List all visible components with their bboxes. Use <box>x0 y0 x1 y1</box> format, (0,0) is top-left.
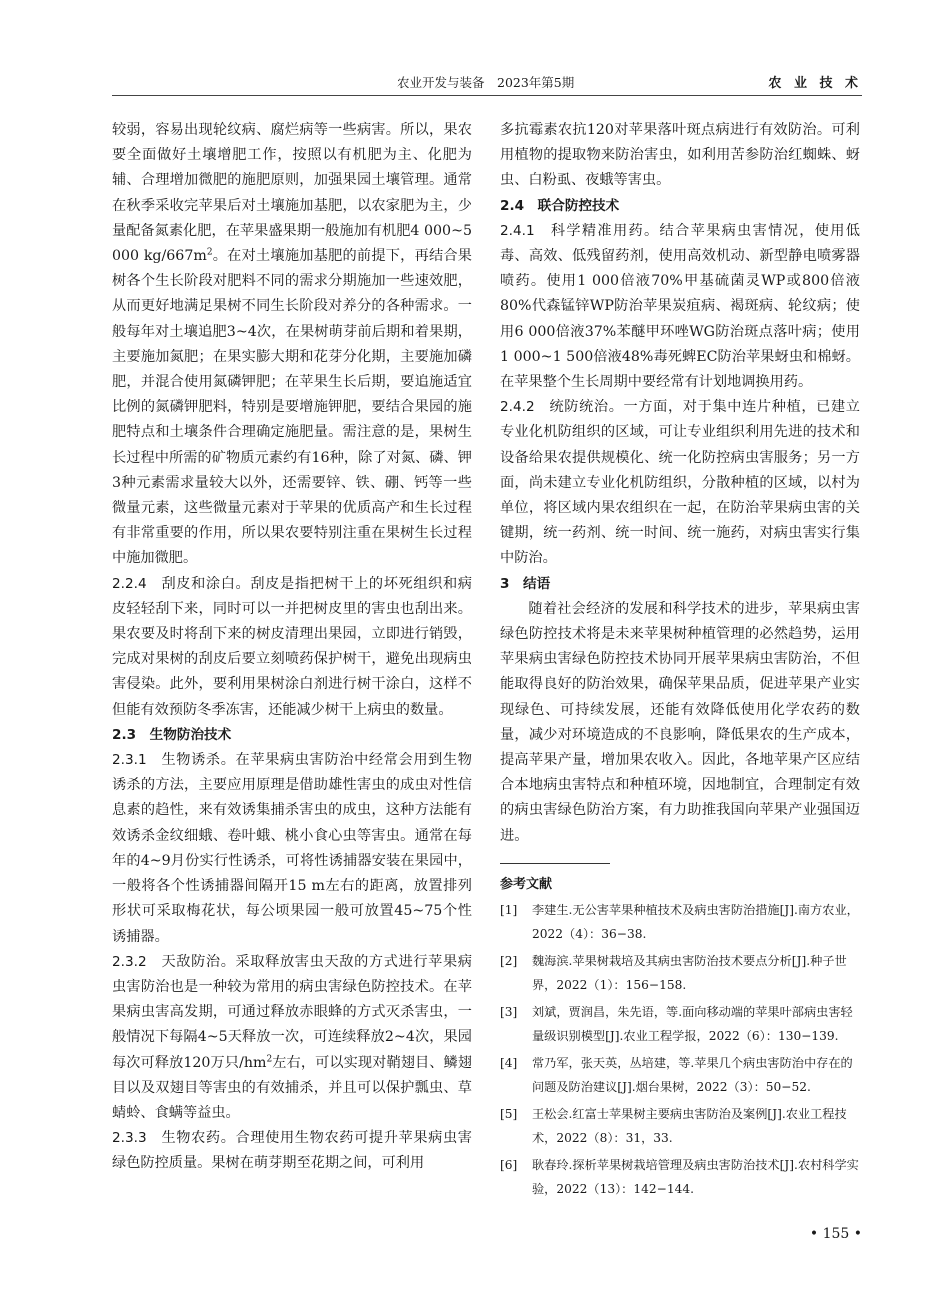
section-2-3-1: 2.3.1 生物诱杀。在苹果病虫害防治中经常会用到生物诱杀的方法，主要应用原理是借助雄性害虫的成虫对性信息素的趋性，来有效诱集捕杀害虫的成虫，这种方法能有效诱杀金纹细蛾、卷叶蛾、桃小食心虫等害虫。通常在每年的4~9月份实行性诱杀，可将性诱捕器安装在果园中，一般将各个性诱捕器间隔开15 m左右的距离，放置排列形状可采取梅花状，每公顷果园一般可放置45~75个性诱捕器。 <box>112 752 472 945</box>
reference-item: [6] 耿春玲.探析苹果树栽培管理及病虫害防治技术[J].农村科学实验，2022（13）：142−144. <box>500 1157 859 1197</box>
references-title: 参考文献 <box>500 876 553 892</box>
conclusion-paragraph: 随着社会经济的发展和科学技术的进步，苹果病虫害绿色防控技术将是未来苹果树种植管理的必然趋势，运用苹果病虫害绿色防控技术协同开展苹果病虫害防治，不但能取得良好的防治效果，确保苹果品质，促进苹果产业实现绿色、可持续发展，还能有效降低使用化学农药的数量，减少对环境造成的不良影响，降低果农的生产成本，提高苹果产量，增加果农收入。因此，各地苹果产区应结合本地病虫害特点和种植环境，因地制宜，合理制定有效的病虫害绿色防治方案，有力助推我国向苹果产业强国迈进。 <box>500 600 860 844</box>
section-2-4-1: 2.4.1 科学精准用药。结合苹果病虫害情况，使用低毒、高效、低残留药剂，使用高效机动、新型静电喷雾器喷药。使用1 000倍液70%甲基硫菌灵WP或800倍液80%代森锰锌WP防治苹果炭疽病、褐斑病、轮纹病；使用6 000倍液37%苯醚甲环唑WG防治斑点落叶病；使用1 000~1 500倍液48%毒死蜱EC防治苹果蚜虫和棉蚜。在苹果整个生长周期中要经常有计划地调换用药。 <box>500 222 860 391</box>
reference-item: [1] 李建生.无公害苹果种植技术及病虫害防治措施[J].南方农业，2022（4）：36−38. <box>500 902 859 942</box>
reference-item: [4] 常乃军，张天英，丛培建，等.苹果几个病虫害防治中存在的问题及防治建议[J].烟台果树，2022（3）：50−52. <box>500 1055 853 1095</box>
paragraph-continued: 多抗霉素农抗120对苹果落叶斑点病进行有效防治。可利用植物的提取物来防治害虫，如利用苦参防治红蜘蛛、蚜虫、白粉虱、夜蛾等害虫。 <box>500 122 860 189</box>
heading-2-3: 2.3 生物防治技术 <box>112 726 232 743</box>
right-column <box>500 118 860 1202</box>
section-2-3-3: 2.3.3 生物农药。合理使用生物农药可提升苹果病虫害绿色防控质量。果树在萌芽期至花期之间，可利用 <box>112 1130 472 1172</box>
section-2-4-2: 2.4.2 统防统治。一方面，对于集中连片种植，已建立专业化机防组织的区域，可让专业组织利用先进的技术和设备给果农提供规模化、统一化防控病虫害服务；另一方面，尚未建立专业化机防组织，分散种植的区域，以村为单位，将区域内果农组织在一起，在防治苹果病虫害的关键期，统一药剂、统一时间、统一施药，对病虫害实行集中防治。 <box>500 399 860 567</box>
reference-item: [3] 刘斌，贾润昌，朱先语，等.面向移动端的苹果叶部病虫害轻量级识别模型[J].农业工程学报，2022（6）：130−139. <box>500 1004 853 1044</box>
header-rule <box>112 95 862 96</box>
reference-item: [2] 魏海滨.苹果树栽培及其病虫害防治技术要点分析[J].种子世界，2022（1）：156−158. <box>500 953 847 993</box>
running-header <box>112 73 862 93</box>
section-2-3-2: 2.3.2 天敌防治。采取释放害虫天敌的方式进行苹果病虫害防治也是一种较为常用的病虫害绿色防控技术。在苹果病虫害高发期，可通过释放赤眼蜂的方式灭杀害虫，一般情况下每隔4~5天释放一次，可连续释放2~4次，果园每次可释放120万只$/hm^2$左右，可以实现对鞘翅目、鳞翅目以及双翅目等害虫的有效捕杀，并且可以保护瓢虫、草蜻蛉、食螨等益虫。 <box>112 953 472 1121</box>
paragraph-fertilizer: 较弱，容易出现轮纹病、腐烂病等一些病害。所以，果农要全面做好土壤增肥工作，按照以有机肥为主、化肥为辅、合理增加微肥的施肥原则，加强果园土壤管理。通常在秋季采收完苹果后对土壤施加基肥，以农家肥为主，少量配备氮素化肥，在苹果盛果期一般施加有机肥4 000~5 000 $kg/667m^2$。在对土壤施加基肥的前提下，再结合果树各个生长阶段对肥料不同的需求分期施加一些速效肥，从而更好地满足果树不同生长阶段对养分的各种需求。一般每年对土壤追肥3~4次，在果树萌芽前后期和着果期，主要施加氮肥；在果实膨大期和花芽分化期，主要施加磷肥，并混合使用氮磷钾肥；在苹果生长后期，要追施适宜比例的氮磷钾肥料，特别是要增施钾肥，要结合果园的施肥特点和土壤条件合理确定施肥量。需注意的是，果树生长过程中所需的矿物质元素约有16种，除了对氮、磷、钾3种元素需求量较大以外，还需要锌、铁、硼、钙等一些微量元素，这些微量元素对于苹果的优质高产和生长过程有非常重要的作用，所以果农要特别注重在果树生长过程中施加微肥。 <box>112 122 472 567</box>
section-title: 农 业 技 术 <box>768 76 862 91</box>
heading-conclusion: 3 结语 <box>500 575 551 592</box>
left-column <box>112 118 472 1177</box>
reference-list <box>500 898 860 1202</box>
reference-item: [5] 王松会.红富士苹果树主要病虫害防治及案例[J].农业工程技术，2022（8）：31，33. <box>500 1106 847 1146</box>
page-number: • 155 • <box>809 1226 862 1242</box>
heading-2-4: 2.4 联合防控技术 <box>500 197 620 214</box>
journal-issue: 农业开发与装备 2023年第5期 <box>397 75 575 90</box>
section-2-2-4: 2.2.4 刮皮和涂白。刮皮是指把树干上的坏死组织和病皮轻轻刮下来，同时可以一并把树皮里的害虫也刮出来。果农要及时将刮下来的树皮清理出果园，立即进行销毁，完成对果树的刮皮后要立刻喷药保护树干，避免出现病虫害侵染。此外，要利用果树涂白剂进行树干涂白，这样不但能有效预防冬季冻害，还能减少树干上病虫的数量。 <box>112 575 472 718</box>
references-rule <box>500 863 610 864</box>
